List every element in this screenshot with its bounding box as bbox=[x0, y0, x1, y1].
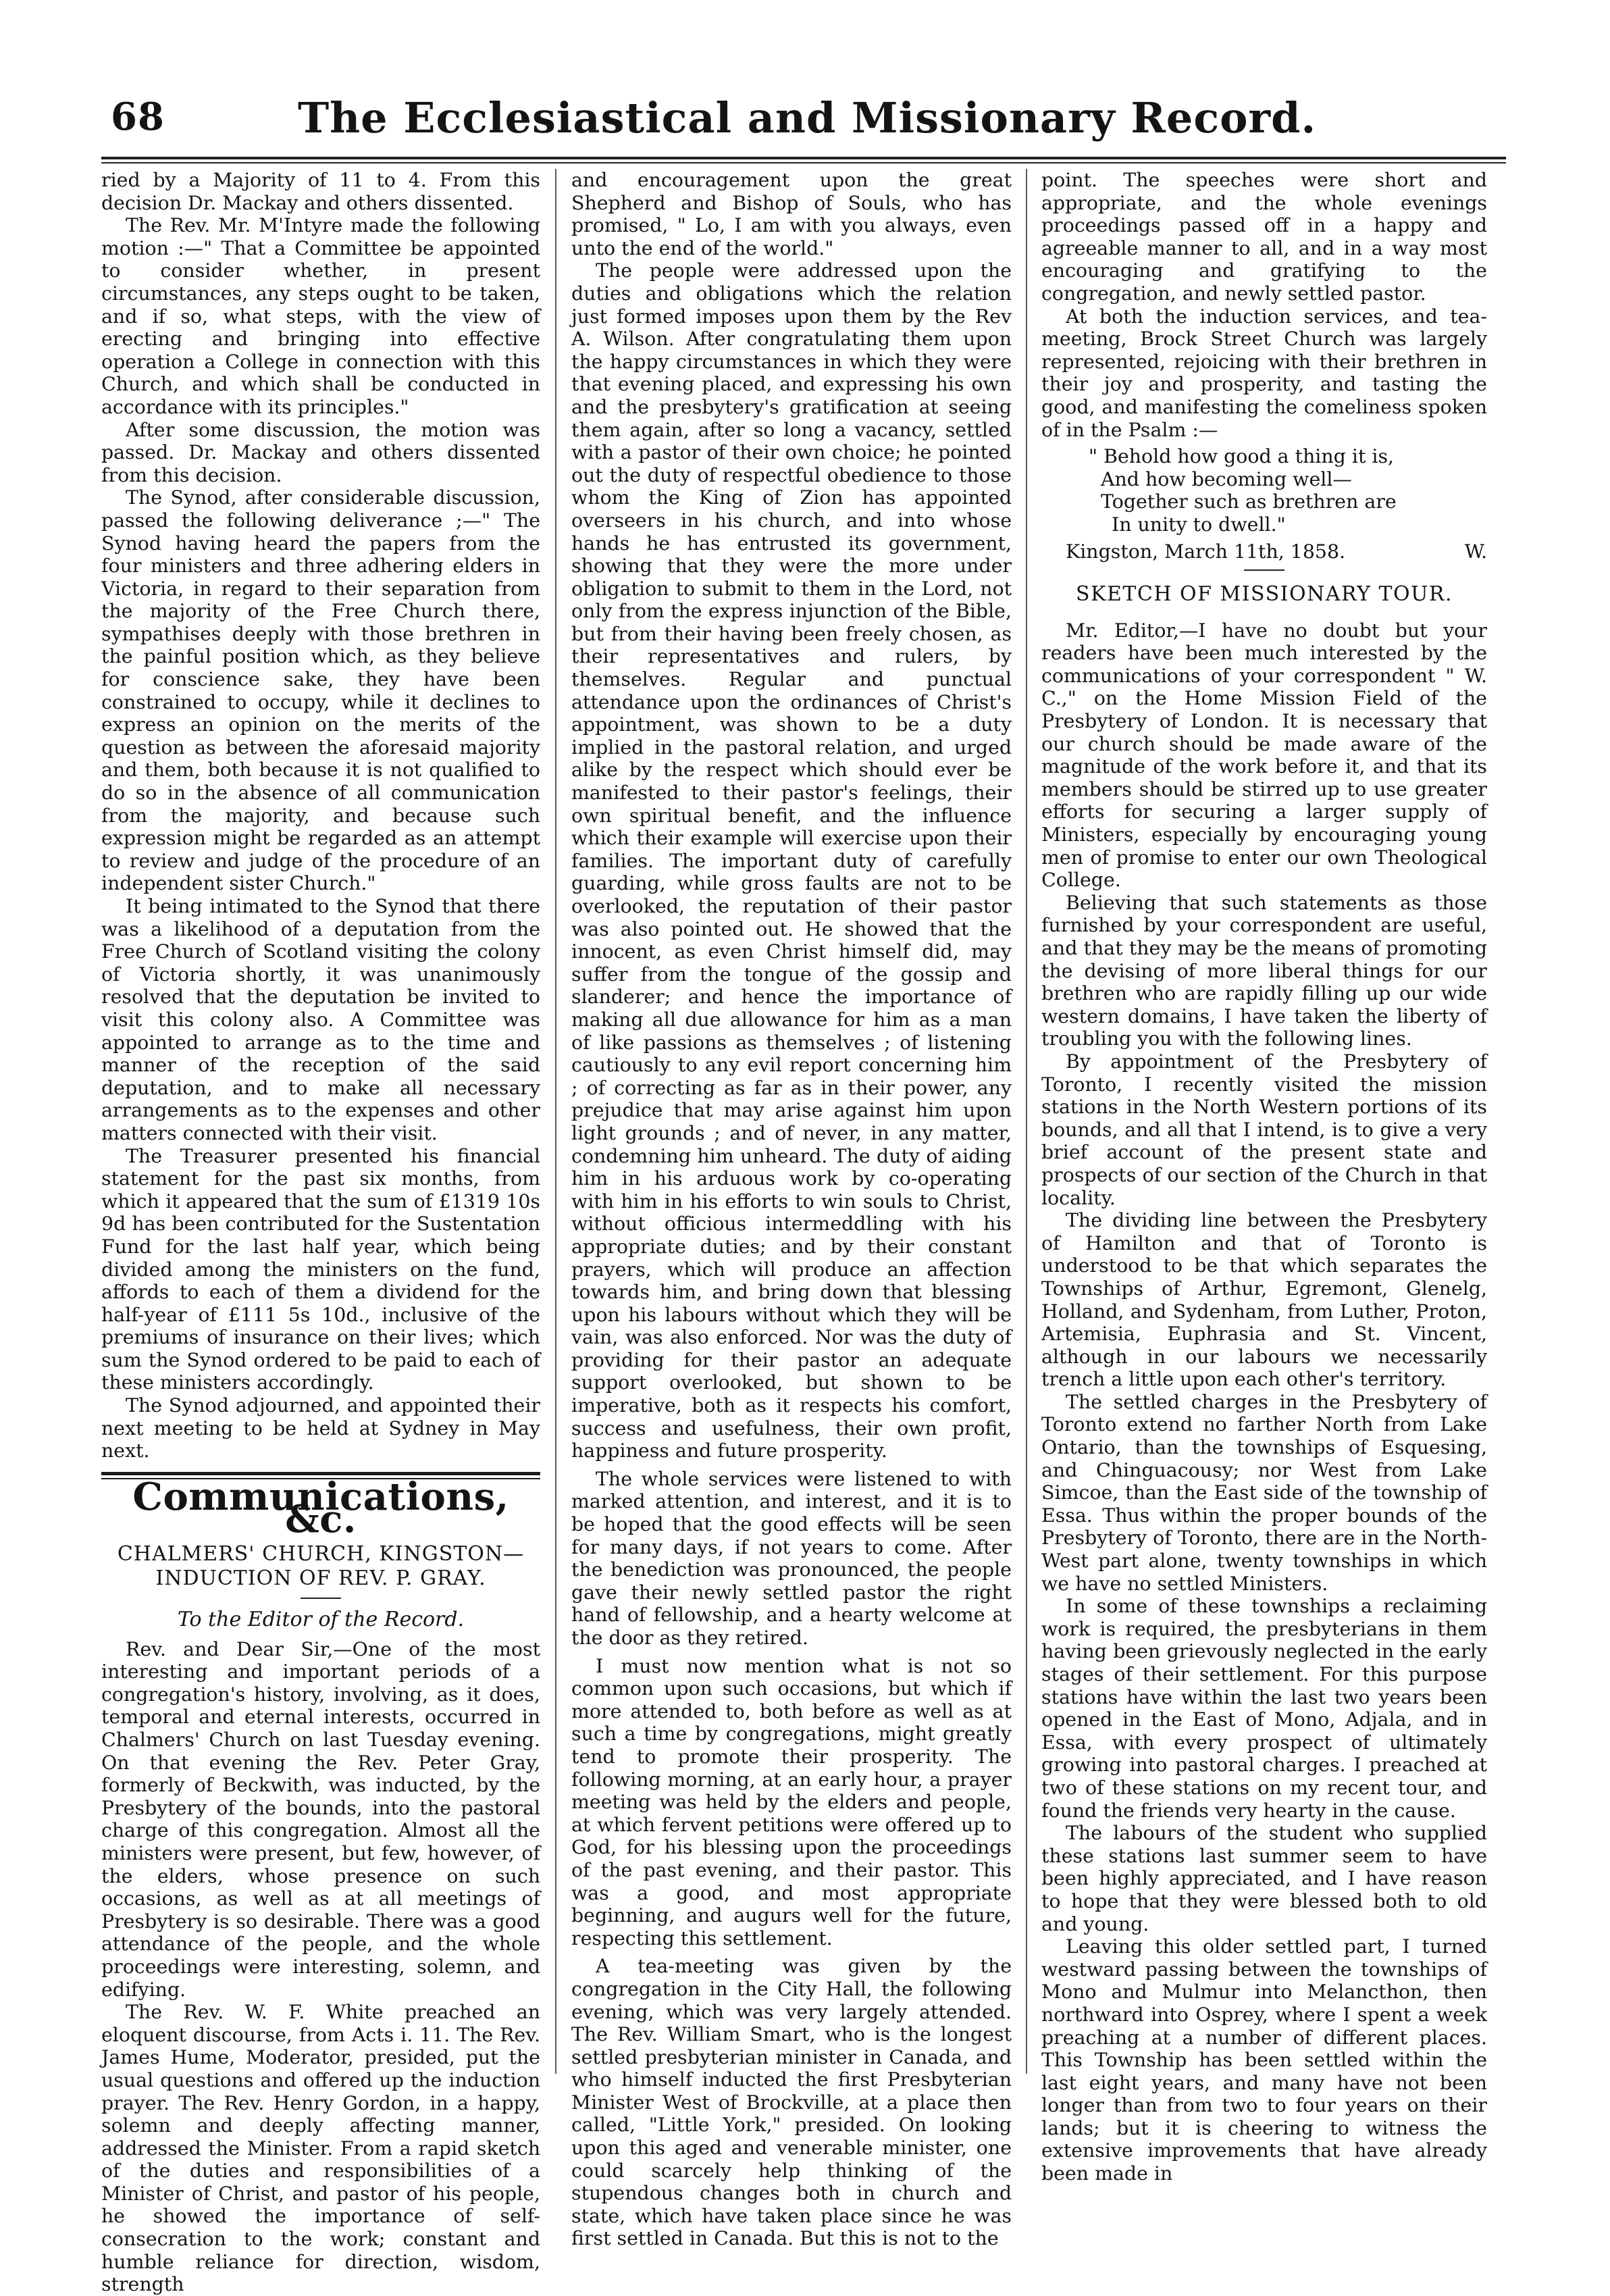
paragraph: Mr. Editor,—I have no doubt but your readers have been much interested by the communications of your correspondent " W. C.," on the Home Mission Field of the Presbytery of London. It is necessary that our church should be made aware of the magnitude of the work before it, and that its members should be stirred up to use greater efforts for securing a larger supply of Ministers, especially by encouraging young men of promise to enter our own Theological College. bbox=[1041, 619, 1487, 892]
paragraph: At both the induction services, and tea-meeting, Brock Street Church was largely represented, rejoicing with their brethren in their joy and prosperity, and tasting the good, and manifesting the comeliness spoken of in the Psalm :— bbox=[1041, 305, 1487, 441]
psalm-line: And how becoming well— bbox=[1101, 467, 1352, 490]
paragraph: The dividing line between the Presbytery of Hamilton and that of Toronto is understood to be that which separates the Townships of Arthur, Egremont, Glenelg, Holland, and Sydenham, from Luther, Proton, Artemisia, Euphrasia and St. Vincent, although in our labours we necessarily trench a little upon each other's territory. bbox=[1041, 1209, 1487, 1391]
letter-signoff bbox=[1041, 540, 1487, 563]
column-2 bbox=[571, 169, 1012, 2250]
paragraph: and encouragement upon the great Shepherd and Bishop of Souls, who has promised, " Lo, I am with you always, even unto the end of the world." bbox=[571, 169, 1012, 259]
paragraph: ried by a Majority of 11 to 4. From this decision Dr. Mackay and others dissented. bbox=[101, 169, 540, 214]
salutation: To the Editor of the Record. bbox=[177, 1608, 465, 1632]
psalm-line: " Behold how good a thing it is, bbox=[1089, 445, 1395, 468]
article-title: CHALMERS' CHURCH, KINGSTON—INDUCTION OF REV. P. GRAY. bbox=[117, 1542, 525, 1591]
paragraph: The labours of the student who supplied these stations last summer seem to have been highly appreciated, and I have reason to hope that they were blessed both to old and young. bbox=[1041, 1822, 1487, 1935]
article-title: SKETCH OF MISSIONARY TOUR. bbox=[1076, 582, 1453, 607]
signoff-place-date: Kingston, March 11th, 1858. bbox=[1066, 540, 1346, 563]
paragraph: A tea-meeting was given by the congregation in the City Hall, the following evening, which was very largely attended. The Rev. William Smart, who is the longest settled presbyterian minister in Canada, and who himself inducted the first Presbyterian Minister West of Brockville, at a place then called, "Little York," presided. On looking upon this aged and venerable minister, one could scarcely help thinking of the stupendous changes both in church and state, which have taken place since he was first settled in Canada. But this is not to the bbox=[571, 1955, 1012, 2250]
paragraph: The people were addressed upon the duties and obligations which the relation just formed imposes upon them by the Rev A. Wilson. After congratulating them upon the happy circumstances in which they were that evening placed, and expressing his own and the presbytery's gratification at seeing them again, after so long a vacancy, settled with a pastor of their own choice; he pointed out the duty of respectful obedience to those whom the King of Zion has appointed overseers in his church, and into whose hands he has entrusted its government, showing that they were the more under obligation to submit to them in the Lord, not only from the express injunction of the Bible, but from their having been freely chosen, as their representatives and rulers, by themselves. Regular and punctual attendance upon the ordinances of Christ's appointment, was shown to be a duty implied in the pastoral relation, and urged alike by the respect which should ever be manifested to their pastor's feelings, their own spiritual benefit, and the influence which their example will exercise upon their families. The important duty of carefully guarding, while gross faults are not to be overlooked, the reputation of their pastor was also pointed out. He showed that the innocent, as even Christ himself did, may suffer from the tongue of the gossip and slanderer; and hence the importance of making all due allowance for him as a man of like passions as themselves ; of listening cautiously to any evil report concerning him ; of correcting as far as in their power, any prejudice that may arise against him upon light grounds ; and of never, in any matter, condemning him unheard. The duty of aiding him in his arduous work by co-operating with him in his efforts to win souls to Christ, without officious intermeddling with his appropriate duties; and by their constant prayers, which will produce an affection towards him, and bring down that blessing upon his labours without which they will be vain, was also enforced. Nor was the duty of providing for their pastor an adequate support overlooked, but shown to be imperative, both as it respects his comfort, success and usefulness, their own profit, happiness and future prosperity. bbox=[571, 259, 1012, 1462]
paragraph: The Treasurer presented his financial statement for the past six months, from which it appeared that the sum of £1319 10s 9d has been contributed for the Sustentation Fund for the last half year, which being divided among the ministers on the fund, affords to each of them a dividend for the half-year of £111 5s 10d., inclusive of the premiums of insurance on their lives; which sum the Synod ordered to be paid to each of these ministers accordingly. bbox=[101, 1144, 540, 1394]
page-number: 68 bbox=[111, 95, 165, 139]
running-head bbox=[101, 91, 1513, 151]
paragraph: The Rev. W. F. White preached an eloquent discourse, from Acts i. 11. The Rev. James Hume, Moderator, presided, put the usual questions and offered up the induction prayer. The Rev. Henry Gordon, in a happy, solemn and deeply affecting manner, addressed the Minister. From a rapid sketch of the duties and responsibilities of a Minister of Christ, and pastor of his people, he showed the importance of self-consecration to the work; constant and humble reliance for direction, wisdom, strength bbox=[101, 2001, 540, 2296]
paragraph: The Rev. Mr. M'Intyre made the following motion :—" That a Committee be appointed to consider whether, in present circumstances, any steps ought to be taken, and if so, what steps, with the view of erecting and bringing into effective operation a College in connection with this Church, and which shall be conducted in accordance with its principles." bbox=[101, 214, 540, 418]
paragraph: point. The speeches were short and appropriate, and the whole evenings proceedings passed off in a happy and agreeable manner to all, and in a way most encouraging and gratifying to the congregation, and newly settled pastor. bbox=[1041, 169, 1487, 305]
section-heading: Communications, &c. bbox=[132, 1474, 509, 1542]
journal-title: The Ecclesiastical and Missionary Record. bbox=[297, 93, 1317, 143]
short-rule bbox=[301, 1598, 341, 1599]
paragraph: I must now mention what is not so common upon such occasions, but which if more attended to, both before as well as at such a time by congregations, might greatly tend to promote their prosperity. The following morning, at an early hour, a prayer meeting was held by the elders and people, at which fervent petitions were offered up to God, for his blessing upon the proceedings of the past evening, and their pastor. This was a good, and most appropriate beginning, and augurs well for the future, respecting this settlement. bbox=[571, 1654, 1012, 1949]
paragraph: Leaving this older settled part, I turned westward passing between the townships of Mono and Mulmur into Melancthon, then northward into Osprey, where I spent a week preaching at a number of different places. This Township has been settled within the last eight years, and many have not been longer than from two to four years on their lands; but it is cheering to witness the extensive improvements that have already been made in bbox=[1041, 1935, 1487, 2185]
signoff-initial: W. bbox=[1464, 540, 1487, 563]
paragraph: It being intimated to the Synod that there was a likelihood of a deputation from the Free Church of Scotland visiting the colony of Victoria shortly, it was unanimously resolved that the deputation be invited to visit this colony also. A Committee was appointed to arrange as to the time and manner of the reception of the said deputation, and to make all necessary arrangements as to the expenses and other matters connected with their visit. bbox=[101, 895, 540, 1144]
paragraph: The Synod adjourned, and appointed their next meeting to be held at Sydney in May next. bbox=[101, 1394, 540, 1462]
paragraph: The settled charges in the Presbytery of Toronto extend no farther North from Lake Ontario, than the townships of Esquesing, and Chinguacousy; nor West from Lake Simcoe, than the East side of the township of Essa. Thus within the proper bounds of the Presbytery of Toronto, there are in the North-West part alone, twenty townships in which we have no settled Ministers. bbox=[1041, 1390, 1487, 1595]
column-3 bbox=[1041, 169, 1487, 2185]
paragraph: In some of these townships a reclaiming work is required, the presbyterians in them having been grievously neglected in the early stages of their settlement. For this purpose stations have within the last two years been opened in the East of Mono, Adjala, and in Essa, with every prospect of ultimately growing into pastoral charges. I preached at two of these stations on my recent tour, and found the friends very hearty in the cause. bbox=[1041, 1595, 1487, 1822]
header-rule-thick bbox=[101, 157, 1506, 159]
paragraph: After some discussion, the motion was passed. Dr. Mackay and others dissented from this decision. bbox=[101, 418, 540, 486]
short-rule bbox=[1244, 569, 1284, 571]
column-1 bbox=[101, 169, 540, 2296]
header-rule-thin bbox=[101, 162, 1506, 163]
paragraph: The Synod, after considerable discussion, passed the following deliverance ;—" The Synod having heard the papers from the four ministers and three adhering elders in Victoria, in regard to their separation from the majority of the Free Church there, sympathises deeply with those brethren in the painful position which, as they believe for conscience sake, they have been constrained to occupy, while it declines to express an opinion on the merits of the question as between the aforesaid majority and them, both because it is not qualified to do so in the absence of all communication from the majority, and because such expression might be regarded as an attempt to review and judge of the procedure of an independent sister Church." bbox=[101, 486, 540, 895]
psalm-line: In unity to dwell." bbox=[1112, 513, 1286, 536]
paragraph: By appointment of the Presbytery of Toronto, I recently visited the mission stations in the North Western portions of its bounds, and all that I intend, is to give a very brief account of the present state and prospects of our section of the Church in that locality. bbox=[1041, 1050, 1487, 1209]
column-rule-left bbox=[555, 169, 556, 2074]
psalm-line: Together such as brethren are bbox=[1101, 490, 1397, 513]
psalm-quote bbox=[1089, 445, 1487, 536]
paragraph: Believing that such statements as those furnished by your correspondent are useful, and that they may be the means of promoting the devising of more liberal things for our brethren who are rapidly filling up our wide western domains, I have taken the liberty of troubling you with the following lines. bbox=[1041, 891, 1487, 1050]
paragraph: The whole services were listened to with marked attention, and interest, and it is to be hoped that the good effects will be seen for many days, if not years to come. After the benediction was pronounced, the people gave their newly settled pastor the right hand of fellowship, and a hearty welcome at the door as they retired. bbox=[571, 1467, 1012, 1649]
paragraph: Rev. and Dear Sir,—One of the most interesting and important periods of a congregation's history, involving, as it does, temporal and eternal interests, occurred in Chalmers' Church on last Tuesday evening. On that evening the Rev. Peter Gray, formerly of Beckwith, was inducted, by the Presbytery of the bounds, into the pastoral charge of this congregation. Almost all the ministers were present, but few, however, of the elders, whose presence on such occasions, as well as at all meetings of Presbytery is so desirable. There was a good attendance of the people, and the whole proceedings were interesting, solemn, and edifying. bbox=[101, 1637, 540, 2001]
column-rule-right bbox=[1026, 169, 1027, 2074]
